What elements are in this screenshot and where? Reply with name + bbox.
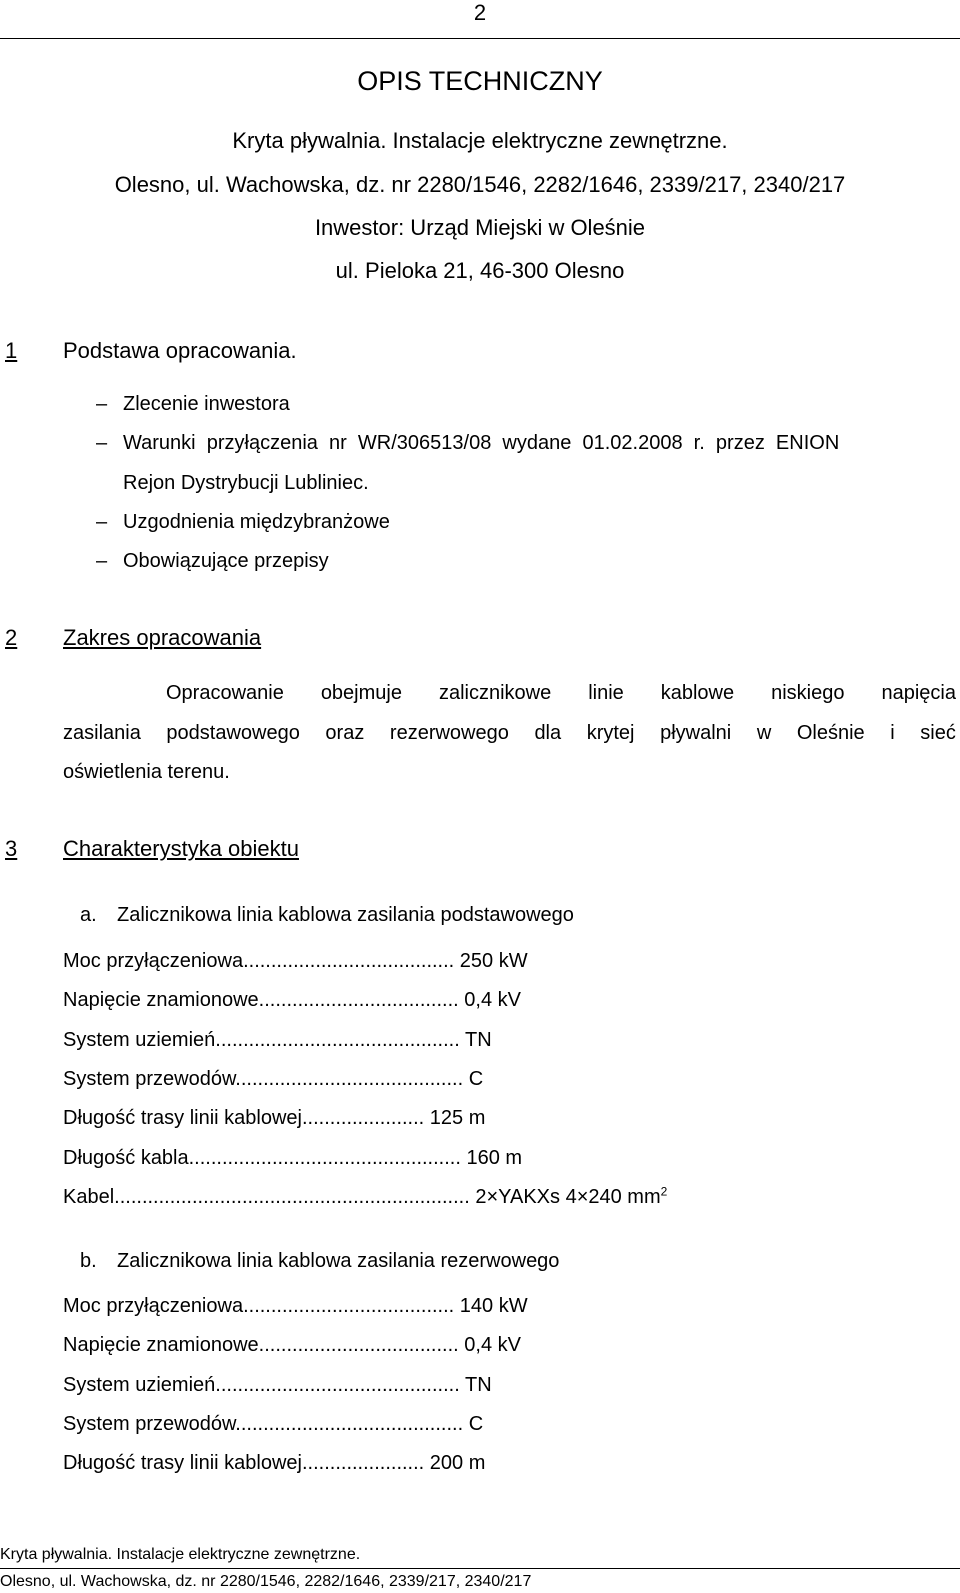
spec-row (63, 1295, 528, 1318)
bullet-dash: – (96, 432, 108, 454)
bullet-item: Zlecenie inwestora (123, 393, 290, 415)
spec-label: Kabel (63, 1186, 115, 1208)
spec-row (63, 1334, 521, 1357)
spec-label: Długość trasy linii kablowej (63, 1107, 302, 1129)
spec-row (63, 1029, 492, 1052)
paragraph-word: linie (588, 682, 624, 704)
spec-label: System przewodów (63, 1068, 236, 1090)
section-3-title: Charakterystyka obiektu (63, 836, 299, 861)
paragraph-word: napięcia (881, 682, 956, 704)
spec-value: 125 m (429, 1107, 486, 1129)
section-1-title: Podstawa opracowania. (63, 338, 297, 363)
project-name: Kryta pływalnia. Instalacje elektryczne zewnętrzne. (232, 128, 728, 153)
spec-row (63, 1374, 492, 1397)
section-2-title: Zakres opracowania (63, 625, 262, 650)
spec-value: 140 kW (459, 1295, 528, 1317)
footer-line-2: Olesno, ul. Wachowska, dz. nr 2280/1546, 2282/1646, 2339/217, 2340/217 (0, 1573, 532, 1590)
spec-dots: ............................................ (215, 1374, 460, 1396)
spec-dots: .................................... (258, 989, 459, 1011)
spec-value: TN (464, 1374, 492, 1396)
subsection-a-title: Zalicznikowa linia kablowa zasilania podstawowego (117, 904, 574, 926)
bullet-dash: – (96, 393, 108, 415)
spec-row (63, 989, 521, 1012)
spec-label: System przewodów (63, 1413, 236, 1435)
section-2-number: 2 (5, 625, 18, 650)
paragraph-word: obejmuje (320, 682, 402, 704)
spec-dots: ......................................... (235, 1413, 464, 1435)
document-title: OPIS TECHNICZNY (357, 66, 603, 96)
paragraph-word: pływalni (660, 722, 732, 744)
footer-rule (0, 1568, 960, 1569)
investor-address: ul. Pieloka 21, 46-300 Olesno (335, 258, 625, 283)
subsection-a-label: a. (80, 904, 97, 926)
spec-row (63, 1413, 483, 1436)
paragraph-line-2 (63, 722, 956, 745)
spec-value: TN (464, 1029, 492, 1051)
spec-dots: ................................................. (188, 1147, 461, 1169)
paragraph-word: zasilania (63, 722, 141, 744)
spec-value: 0,4 kV (464, 989, 521, 1011)
paragraph-word: w (756, 722, 772, 744)
spec-value (475, 1186, 667, 1208)
spec-label: Moc przyłączeniowa (63, 1295, 244, 1317)
spec-row (63, 950, 528, 973)
paragraph-word: Oleśnie (796, 722, 865, 744)
spec-value: C (468, 1413, 484, 1435)
spec-dots: ...................................... (243, 950, 455, 972)
paragraph-word: zalicznikowe (438, 682, 552, 704)
project-location: Olesno, ul. Wachowska, dz. nr 2280/1546, 2282/1646, 2339/217, 2340/217 (114, 172, 846, 197)
spec-dots: ...................... (301, 1107, 425, 1129)
paragraph-word: rezerwowego (389, 722, 509, 744)
paragraph-word: podstawowego (166, 722, 300, 744)
spec-label: Moc przyłączeniowa (63, 950, 244, 972)
header-rule (0, 38, 960, 39)
spec-dots: .................................... (258, 1334, 459, 1356)
spec-row (63, 1068, 483, 1091)
paragraph-word: i (890, 722, 895, 744)
paragraph-word: krytej (586, 722, 635, 744)
paragraph-word: kablowe (660, 682, 735, 704)
spec-label: Napięcie znamionowe (63, 1334, 259, 1356)
spec-dots: ...................................... (243, 1295, 455, 1317)
spec-dots: ................................................................ (114, 1186, 470, 1208)
spec-label: Długość trasy linii kablowej (63, 1452, 302, 1474)
spec-value: C (468, 1068, 484, 1090)
bullet-item: Obowiązujące przepisy (123, 550, 329, 572)
spec-dots: ...................... (301, 1452, 425, 1474)
spec-row (63, 1186, 667, 1209)
spec-value-text: 2×YAKXs 4×240 mm (475, 1186, 661, 1208)
paragraph-word: Opracowanie (166, 682, 284, 704)
page-number: 2 (473, 0, 487, 25)
bullet-dash: – (96, 511, 108, 533)
subsection-b-label: b. (80, 1250, 97, 1272)
spec-dots: ............................................ (215, 1029, 460, 1051)
spec-row (63, 1147, 522, 1170)
footer-line-1: Kryta pływalnia. Instalacje elektryczne zewnętrzne. (0, 1546, 361, 1563)
paragraph-line-3: oświetlenia terenu. (63, 761, 230, 783)
spec-label: System uziemień (63, 1374, 216, 1396)
spec-value-superscript: 2 (660, 1184, 668, 1199)
paragraph-word: sieć (920, 722, 956, 744)
paragraph-word: dla (534, 722, 562, 744)
bullet-item-continuation: Rejon Dystrybucji Lubliniec. (123, 472, 369, 494)
spec-label: System uziemień (63, 1029, 216, 1051)
paragraph-line-1 (166, 682, 956, 705)
bullet-item: Uzgodnienia międzybranżowe (123, 511, 390, 533)
section-1-number: 1 (5, 338, 18, 363)
bullet-item: Warunki przyłączenia nr WR/306513/08 wydane 01.02.2008 r. przez ENION (123, 432, 840, 454)
spec-value: 200 m (429, 1452, 486, 1474)
paragraph-word: niskiego (771, 682, 845, 704)
spec-row (63, 1452, 485, 1475)
spec-label: Długość kabla (63, 1147, 189, 1169)
spec-value: 0,4 kV (464, 1334, 521, 1356)
spec-label: Napięcie znamionowe (63, 989, 259, 1011)
spec-value: 250 kW (459, 950, 528, 972)
section-3-number: 3 (5, 836, 18, 861)
paragraph-word: oraz (325, 722, 365, 744)
spec-dots: ......................................... (235, 1068, 464, 1090)
spec-value: 160 m (466, 1147, 523, 1169)
investor-name: Inwestor: Urząd Miejski w Oleśnie (314, 215, 646, 240)
bullet-dash: – (96, 550, 108, 572)
subsection-b-title: Zalicznikowa linia kablowa zasilania rezerwowego (117, 1250, 560, 1272)
spec-row (63, 1107, 485, 1130)
